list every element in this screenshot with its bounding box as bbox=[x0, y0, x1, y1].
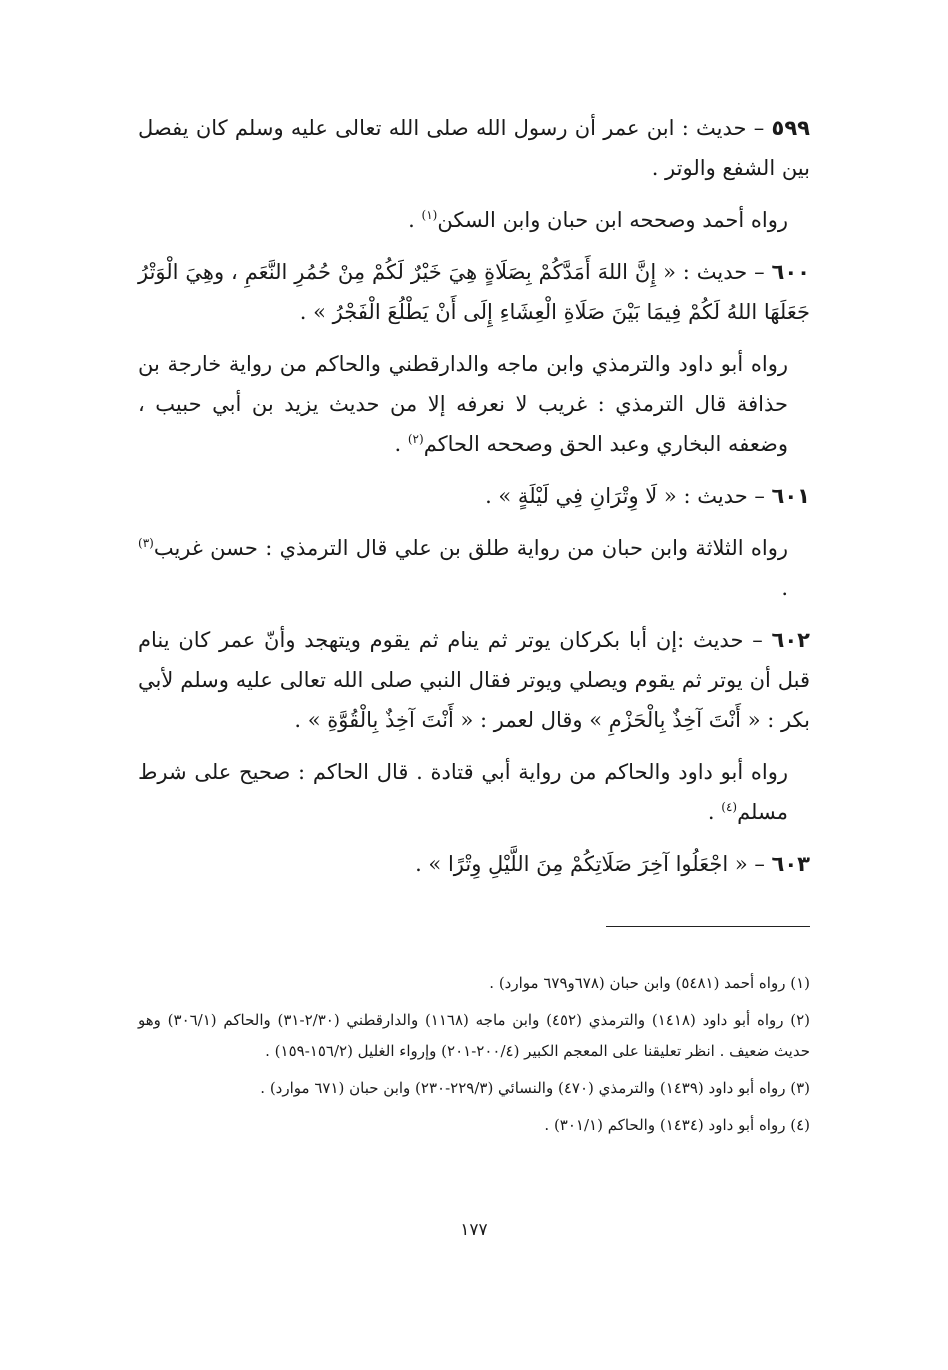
source-text: رواه أحمد وصححه ابن حبان وابن السكن bbox=[437, 208, 788, 232]
entry-number: ٦٠٣ bbox=[771, 852, 810, 876]
source-end: . bbox=[781, 576, 788, 600]
source-end: . bbox=[707, 800, 722, 824]
entry-text: – « اجْعَلُوا آخِرَ صَلَاتِكُمْ مِنَ اللَّيْلِ وِتْرًا » . bbox=[415, 852, 765, 876]
entry-600 bbox=[138, 252, 810, 332]
source-text: رواه الثلاثة وابن حبان من رواية طلق بن علي قال الترمذي : حسن غريب bbox=[153, 536, 788, 560]
entry-600-source bbox=[138, 344, 810, 464]
entry-602-source bbox=[138, 752, 810, 832]
entry-text: – حديث : « لَا وِتْرَانِ فِي لَيْلَةٍ » . bbox=[485, 484, 765, 508]
entry-text: – حديث : « إِنَّ اللهَ أَمَدَّكُمْ بِصَلَاةٍ هِيَ خَيْرٌ لَكُمْ مِنْ حُمُرِ النَّعَمِ ، وهِيَ الْوَتْرُ جَعَلَهَا اللهُ لَكُمْ فِيمَا بَيْنَ صَلَاةِ الْعِشَاءِ إِلَى أَنْ يَطْلُعَ الْفَجْرُ » . bbox=[138, 260, 810, 324]
footnote-ref[interactable]: (٤) bbox=[721, 800, 738, 814]
main-text bbox=[138, 108, 810, 896]
source-text: رواه أبو داود والترمذي وابن ماجه والدارقطني والحاكم من رواية خارجة بن حذافة قال الترمذي : غريب لا نعرفه إلا من حديث يزيد بن أبي حبيب ، وضعفه البخاري وعبد الحق وصححه الحاكم bbox=[138, 352, 788, 456]
page-number: ١٧٧ bbox=[460, 1220, 488, 1240]
source-end: . bbox=[394, 432, 408, 456]
entry-599-source bbox=[138, 200, 810, 240]
entry-602 bbox=[138, 620, 810, 740]
footnotes bbox=[138, 968, 810, 1147]
entry-text: – حديث :إن أبا بكركان يوتر ثم ينام ثم يقوم ويتهجد وأنّ عمر كان ينام قبل أن يوتر ثم يقوم ويصلي ويوتر فقال النبي صلى الله تعالى عليه وسلم لأبي بكر : « أَنْتَ آخِذٌ بِالْحَزْمِ » وقال لعمر : « أَنْتَ آخِذٌ بِالْقُوَّةِ » . bbox=[138, 628, 810, 732]
entry-number: ٦٠٢ bbox=[771, 628, 810, 652]
entry-number: ٦٠٠ bbox=[771, 260, 810, 284]
entry-number: ٦٠١ bbox=[771, 484, 810, 508]
entry-599 bbox=[138, 108, 810, 188]
footnote-ref[interactable]: (١) bbox=[421, 208, 438, 222]
entry-text: – حديث : ابن عمر أن رسول الله صلى الله تعالى عليه وسلم كان يفصل بين الشفع والوتر . bbox=[138, 116, 810, 180]
entry-601 bbox=[138, 476, 810, 516]
entry-603 bbox=[138, 844, 810, 884]
source-end: . bbox=[408, 208, 422, 232]
footnote-2: (٢) رواه أبو داود (١٤١٨) والترمذي (٤٥٢) وابن ماجه (١١٦٨) والدارقطني (٢/٣٠-٣١) والحاكم (٣٠٦/١) وهو حديث ضعيف . انظر تعليقنا على المعجم الكبير (٢٠٠/٤-٢٠١) وإرواء الغليل (١٥٦/٢-١٥٩) . bbox=[138, 1011, 810, 1060]
footnote-ref[interactable]: (٣) bbox=[138, 536, 154, 550]
entry-number: ٥٩٩ bbox=[771, 116, 810, 140]
source-text: رواه أبو داود والحاكم من رواية أبي قتادة . قال الحاكم : صحيح على شرط مسلم bbox=[138, 760, 788, 824]
footnote-divider bbox=[606, 926, 810, 927]
entry-601-source bbox=[138, 528, 810, 608]
footnote-3: (٣) رواه أبو داود (١٤٣٩) والترمذي (٤٧٠) والنسائي (٢٢٩/٣-٢٣٠) وابن حبان (٦٧١ موارد) . bbox=[260, 1079, 810, 1097]
footnote-4: (٤) رواه أبو داود (١٤٣٤) والحاكم (٣٠١/١) . bbox=[544, 1116, 810, 1134]
footnote-1: (١) رواه أحمد (٥٤٨١) وابن حبان (٦٧٨و٦٧٩ موارد) . bbox=[489, 974, 810, 992]
footnote-ref[interactable]: (٢) bbox=[407, 432, 424, 446]
